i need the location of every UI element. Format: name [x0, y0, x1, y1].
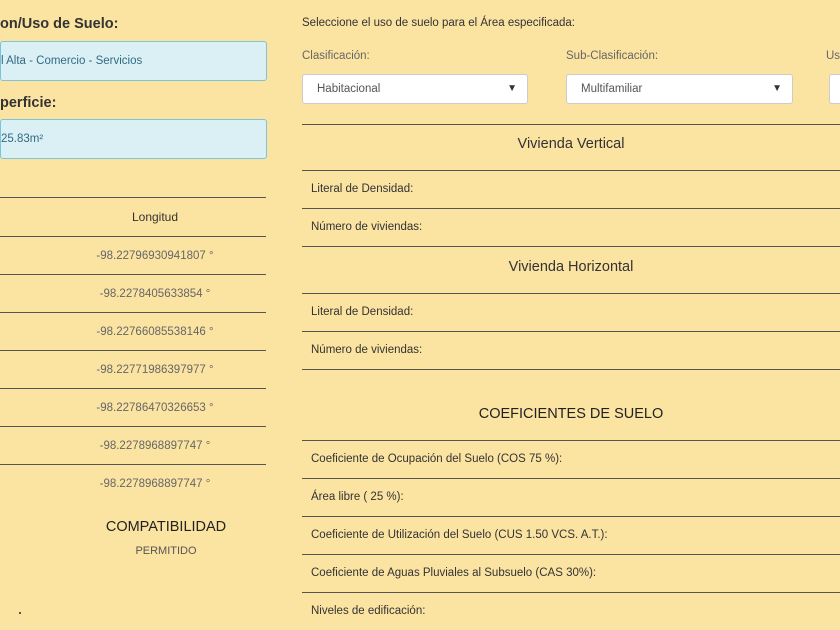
table-row: -98.2278968897747 ° [0, 464, 266, 502]
divider [302, 208, 840, 209]
land-use-title: on/Uso de Suelo: [0, 16, 119, 32]
longitude-header: Longitud [131, 210, 179, 224]
vertical-units-label: Número de viviendas: [311, 221, 423, 233]
coordinates-table [0, 197, 266, 502]
divider [302, 331, 840, 332]
divider [302, 592, 840, 593]
left-panel [0, 0, 268, 630]
vertical-housing-title: Vivienda Vertical [517, 136, 625, 152]
instruction-text: Seleccione el uso de suelo para el Área especificada: [302, 17, 575, 29]
subclassification-select[interactable] [566, 74, 793, 104]
cas-label: Coeficiente de Aguas Pluviales al Subsuelo (CAS 30%): [311, 567, 597, 579]
subclassification-selected-value: Multifamiliar [581, 83, 643, 95]
cos-label: Coeficiente de Ocupación del Suelo (COS 75 %): [311, 453, 563, 465]
divider [302, 293, 840, 294]
chevron-down-icon: ▼ [772, 83, 782, 94]
table-row: -98.22796930941807 ° [0, 236, 266, 274]
table-row: -98.2278968897747 ° [0, 426, 266, 464]
land-use-value-box: l Alta - Comercio - Servicios [0, 41, 267, 81]
surface-title: perficie: [0, 95, 57, 111]
horizontal-units-label: Número de viviendas: [311, 344, 423, 356]
vertical-density-label: Literal de Densidad: [311, 183, 414, 195]
divider [302, 478, 840, 479]
classification-label: Clasificación: [302, 50, 370, 62]
use-label: Us [826, 50, 840, 62]
cus-label: Coeficiente de Utilización del Suelo (CUS 1.50 VCS. A.T.): [311, 529, 608, 541]
coefficients-title: COEFICIENTES DE SUELO [478, 406, 664, 422]
chevron-down-icon: ▼ [507, 83, 517, 94]
right-panel [302, 0, 840, 630]
horizontal-density-label: Literal de Densidad: [311, 306, 414, 318]
compatibility-value: PERMITIDO [135, 545, 197, 557]
building-levels-label: Niveles de edificación: [311, 605, 426, 617]
divider [302, 554, 840, 555]
compatibility-title: COMPATIBILIDAD [105, 519, 227, 535]
horizontal-housing-title: Vivienda Horizontal [508, 259, 634, 275]
dot-mark [19, 612, 21, 614]
divider [302, 369, 840, 370]
use-select[interactable] [829, 74, 840, 104]
divider [302, 440, 840, 441]
classification-selected-value: Habitacional [317, 83, 381, 95]
classification-select[interactable] [302, 74, 528, 104]
table-row: -98.2278405633854 ° [0, 274, 266, 312]
table-row: -98.22786470326653 ° [0, 388, 266, 426]
table-row: -98.22766085538146 ° [0, 312, 266, 350]
surface-value-box: 25.83m² [0, 119, 267, 159]
free-area-label: Área libre ( 25 %): [311, 491, 404, 503]
table-row: -98.22771986397977 ° [0, 350, 266, 388]
subclassification-label: Sub-Clasificación: [566, 50, 659, 62]
divider [302, 170, 840, 171]
divider [302, 516, 840, 517]
divider [302, 124, 840, 125]
divider [302, 246, 840, 247]
